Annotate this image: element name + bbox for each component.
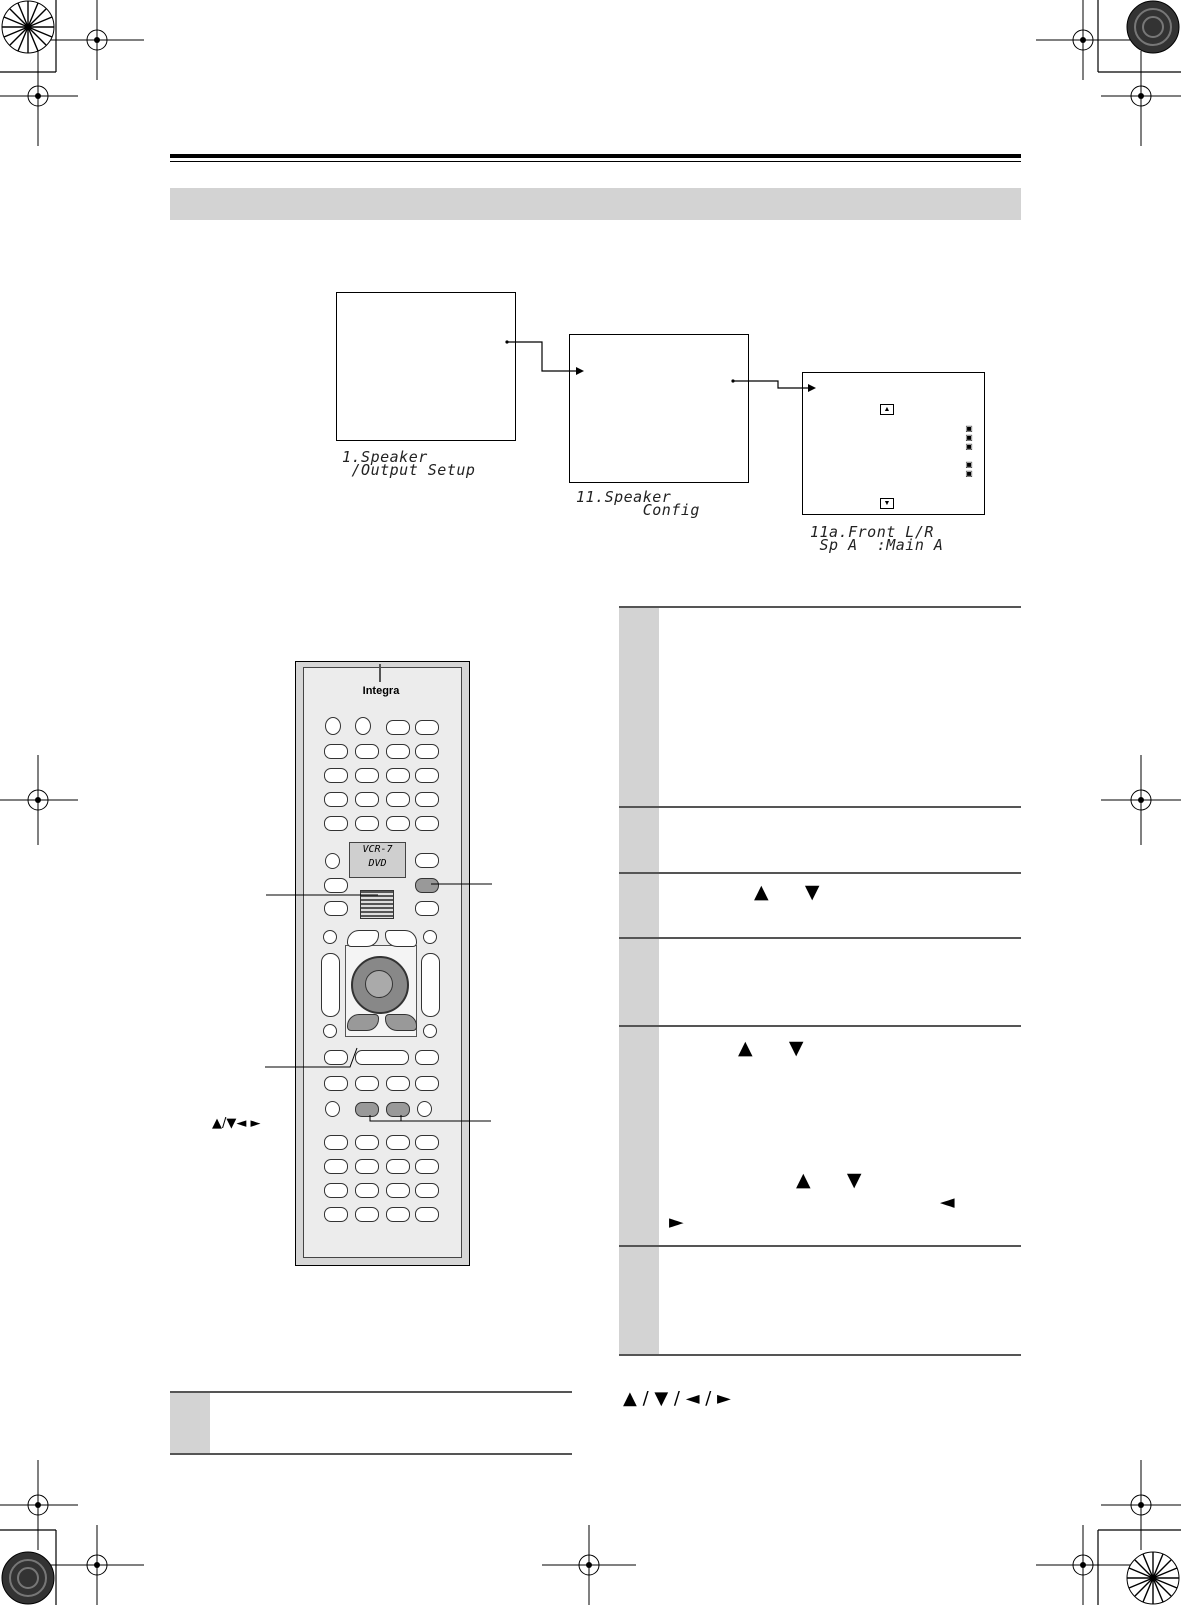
remote-button[interactable]	[355, 1183, 379, 1198]
header-rule-thin	[170, 161, 1021, 162]
osd-scroll-icons: ▣ ▣ ▣ ▣ ▣	[965, 424, 973, 478]
remote-button[interactable]	[386, 792, 410, 807]
remote-button[interactable]	[386, 816, 410, 831]
remote-button[interactable]	[325, 717, 341, 735]
remote-lcd-line1: VCR-7	[362, 844, 393, 855]
step5-up-down-arrows-top: ▲ ▼	[738, 1037, 804, 1059]
step5-up-down-arrows-mid: ▲ ▼	[796, 1169, 862, 1191]
osd-flow-arrows	[500, 330, 820, 400]
remote-button[interactable]	[415, 1183, 439, 1198]
remote-button[interactable]	[386, 1207, 410, 1222]
remote-button[interactable]	[415, 1207, 439, 1222]
remote-button[interactable]	[415, 1159, 439, 1174]
remote-button[interactable]	[324, 816, 348, 831]
remote-button[interactable]	[355, 1159, 379, 1174]
step5-right-arrow: ►	[669, 1211, 684, 1233]
remote-lcd-display	[349, 842, 406, 878]
osd-down-icon: ▼	[880, 498, 894, 509]
remote-button[interactable]	[415, 853, 439, 868]
note-top-rule	[170, 1391, 572, 1393]
remote-ir-emitter	[379, 664, 381, 682]
steps-number-column	[619, 608, 659, 1354]
osd-caption-2: 11.Speaker Config	[576, 488, 700, 519]
step-divider	[619, 937, 1021, 939]
step-divider	[619, 1245, 1021, 1247]
step-divider	[619, 606, 1021, 608]
remote-button[interactable]	[386, 768, 410, 783]
remote-button[interactable]	[324, 768, 348, 783]
remote-button[interactable]	[415, 744, 439, 759]
osd-caption-1: 1.Speaker /Output Setup	[342, 448, 476, 479]
section-heading-band	[170, 188, 1021, 220]
remote-callout-lines	[260, 880, 500, 1140]
remote-button[interactable]	[386, 1159, 410, 1174]
remote-button[interactable]	[386, 720, 410, 735]
note-bottom-rule	[170, 1453, 572, 1455]
remote-button[interactable]	[355, 1207, 379, 1222]
header-rule-thick	[170, 154, 1021, 158]
remote-button[interactable]	[355, 744, 379, 759]
step-divider	[619, 806, 1021, 808]
step5-left-arrow: ◄	[940, 1191, 955, 1213]
step3-up-down-arrows: ▲ ▼	[754, 881, 820, 903]
remote-lcd-line2: DVD	[368, 858, 387, 869]
remote-power-button[interactable]	[355, 717, 371, 735]
remote-button[interactable]	[324, 1183, 348, 1198]
remote-button[interactable]	[355, 792, 379, 807]
remote-button[interactable]	[325, 853, 340, 869]
remote-button[interactable]	[355, 768, 379, 783]
remote-button[interactable]	[415, 792, 439, 807]
step-divider	[619, 872, 1021, 874]
remote-button[interactable]	[355, 816, 379, 831]
step-divider	[619, 1354, 1021, 1356]
step-divider	[619, 1025, 1021, 1027]
osd-screen-3	[802, 372, 985, 515]
remote-arrow-keys-label: ▲/▼◄ ►	[212, 1116, 261, 1131]
osd-screen-1	[336, 292, 516, 441]
remote-button[interactable]	[324, 792, 348, 807]
remote-button[interactable]	[324, 1159, 348, 1174]
remote-button[interactable]	[386, 1183, 410, 1198]
remote-eject-button[interactable]	[324, 1207, 348, 1222]
osd-caption-3: 11a.Front L/R Sp A :Main A	[810, 523, 944, 554]
osd-up-icon: ▲	[880, 404, 894, 415]
remote-button[interactable]	[415, 816, 439, 831]
remote-button[interactable]	[386, 744, 410, 759]
remote-brand-logo: Integra	[362, 685, 400, 697]
remote-button[interactable]	[324, 744, 348, 759]
remote-button[interactable]	[415, 720, 439, 735]
footer-arrow-keys: ▲ / ▼ / ◄ / ►	[623, 1388, 731, 1409]
note-number-cell	[170, 1393, 210, 1453]
remote-button[interactable]	[415, 768, 439, 783]
